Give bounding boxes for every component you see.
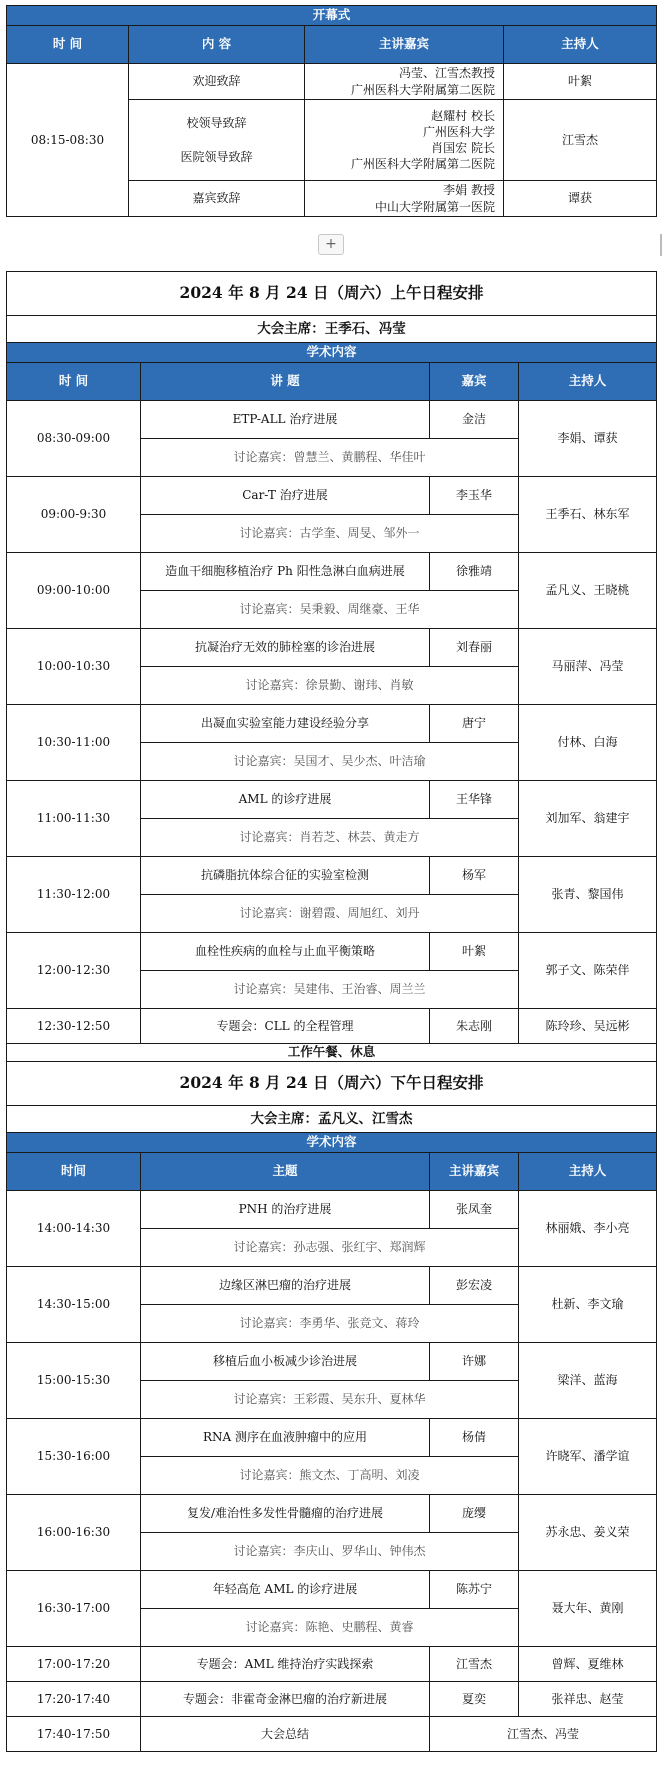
welcome-speech: 欢迎致辞 — [129, 64, 305, 100]
session-speaker: 王华锋 — [430, 781, 519, 819]
special-topic: 专题会：AML 维持治疗实践探索 — [141, 1646, 430, 1681]
session-host: 李娟、谭获 — [519, 401, 657, 477]
session-speaker: 杨军 — [430, 857, 519, 895]
session-speaker: 徐雅靖 — [430, 553, 519, 591]
session-discussion: 讨论嘉宾：熊文杰、丁高明、刘凌 — [141, 1456, 519, 1494]
session-discussion: 讨论嘉宾：肖若芝、林芸、黄走方 — [141, 819, 519, 857]
session-host: 张青、黎国伟 — [519, 857, 657, 933]
welcome-speaker: 冯莹、江雪杰教授 广州医科大学附属第二医院 — [305, 64, 504, 100]
special-time: 12:30-12:50 — [7, 1009, 141, 1044]
session-time: 11:30-12:00 — [7, 857, 141, 933]
session-speaker: 唐宁 — [430, 705, 519, 743]
header-speaker: 主讲嘉宾 — [305, 26, 504, 64]
header-time: 时 间 — [7, 26, 129, 64]
session-time: 15:30-16:00 — [7, 1418, 141, 1494]
session-topic: 抗凝治疗无效的肺栓塞的诊治进展 — [141, 629, 430, 667]
session-discussion: 讨论嘉宾：吴建伟、王治睿、周兰兰 — [141, 971, 519, 1009]
session-speaker: 庞缨 — [430, 1494, 519, 1532]
afternoon-chair: 大会主席：孟凡义、江雪杰 — [7, 1105, 657, 1132]
session-time: 12:00-12:30 — [7, 933, 141, 1009]
session-host: 郭子文、陈荣伴 — [519, 933, 657, 1009]
special-time: 17:00-17:20 — [7, 1646, 141, 1681]
session-time: 15:00-15:30 — [7, 1342, 141, 1418]
header-topic: 讲 题 — [141, 363, 430, 401]
header-topic: 主题 — [141, 1152, 430, 1190]
morning-schedule-title: 2024 年 8 月 24 日（周六）上午日程安排 — [7, 272, 657, 316]
welcome-host: 叶絮 — [504, 64, 657, 100]
hospital-leader-speech: 医院领导致辞 — [180, 150, 253, 164]
session-topic: 年轻高危 AML 的诊疗进展 — [141, 1570, 430, 1608]
session-discussion: 讨论嘉宾：李勇华、张竞文、蒋玲 — [141, 1304, 519, 1342]
morning-chair: 大会主席：王季石、冯莹 — [7, 316, 657, 343]
session-speaker: 杨倩 — [430, 1418, 519, 1456]
session-time: 14:00-14:30 — [7, 1190, 141, 1266]
guest-speaker: 李娟 教授 中山大学附属第一医院 — [305, 181, 504, 217]
session-topic: 血栓性疾病的血栓与止血平衡策略 — [141, 933, 430, 971]
special-host: 陈玲珍、吴远彬 — [519, 1009, 657, 1044]
session-speaker: 许娜 — [430, 1342, 519, 1380]
session-speaker: 彭宏凌 — [430, 1266, 519, 1304]
session-host: 马丽萍、冯莹 — [519, 629, 657, 705]
schedule-table — [6, 271, 657, 1752]
afternoon-section-title: 学术内容 — [7, 1132, 657, 1152]
special-speaker: 朱志刚 — [430, 1009, 519, 1044]
closing-topic: 大会总结 — [141, 1716, 430, 1751]
session-speaker: 金洁 — [430, 401, 519, 439]
session-time: 16:30-17:00 — [7, 1570, 141, 1646]
session-topic: 移植后血小板减少诊治进展 — [141, 1342, 430, 1380]
session-speaker: 叶絮 — [430, 933, 519, 971]
leader-host: 江雪杰 — [504, 100, 657, 181]
session-host: 刘加军、翁建宇 — [519, 781, 657, 857]
special-host: 曾辉、夏维林 — [519, 1646, 657, 1681]
special-topic: 专题会：非霍奇金淋巴瘤的治疗新进展 — [141, 1681, 430, 1716]
session-discussion: 讨论嘉宾：吴国才、吴少杰、叶洁瑜 — [141, 743, 519, 781]
session-topic: 造血干细胞移植治疗 Ph 阳性急淋白血病进展 — [141, 553, 430, 591]
session-discussion: 讨论嘉宾：孙志强、张红宇、郑润辉 — [141, 1228, 519, 1266]
session-topic: RNA 测序在血液肿瘤中的应用 — [141, 1418, 430, 1456]
session-time: 11:00-11:30 — [7, 781, 141, 857]
session-time: 10:00-10:30 — [7, 629, 141, 705]
session-discussion: 讨论嘉宾：徐景勤、谢玮、肖敏 — [141, 667, 519, 705]
header-time: 时 间 — [7, 363, 141, 401]
session-discussion: 讨论嘉宾：吴秉毅、周继豪、王华 — [141, 591, 519, 629]
special-host: 张祥忠、赵莹 — [519, 1681, 657, 1716]
session-topic: PNH 的治疗进展 — [141, 1190, 430, 1228]
session-host: 付林、白海 — [519, 705, 657, 781]
session-time: 16:00-16:30 — [7, 1494, 141, 1570]
session-speaker: 李玉华 — [430, 477, 519, 515]
session-discussion: 讨论嘉宾：陈艳、史鹏程、黄睿 — [141, 1608, 519, 1646]
opening-title: 开幕式 — [7, 6, 657, 26]
session-time: 14:30-15:00 — [7, 1266, 141, 1342]
session-time: 09:00-10:00 — [7, 553, 141, 629]
session-discussion: 讨论嘉宾：古学奎、周旻、邹外一 — [141, 515, 519, 553]
header-host: 主持人 — [519, 363, 657, 401]
afternoon-schedule-title: 2024 年 8 月 24 日（周六）下午日程安排 — [7, 1061, 657, 1105]
session-host: 梁洋、蓝海 — [519, 1342, 657, 1418]
session-speaker: 刘春丽 — [430, 629, 519, 667]
closing-time: 17:40-17:50 — [7, 1716, 141, 1751]
session-topic: ETP-ALL 治疗进展 — [141, 401, 430, 439]
header-host: 主持人 — [519, 1152, 657, 1190]
session-topic: 出凝血实验室能力建设经验分享 — [141, 705, 430, 743]
lunch-break: 工作午餐、休息 — [7, 1044, 657, 1062]
guest-speech: 嘉宾致辞 — [129, 181, 305, 217]
session-host: 杜新、李文瑜 — [519, 1266, 657, 1342]
closing-host: 江雪杰、冯莹 — [430, 1716, 657, 1751]
header-guest: 嘉宾 — [430, 363, 519, 401]
session-topic: 复发/难治性多发性骨髓瘤的治疗进展 — [141, 1494, 430, 1532]
opening-time: 08:15-08:30 — [7, 64, 129, 217]
header-guest: 主讲嘉宾 — [430, 1152, 519, 1190]
session-topic: 边缘区淋巴瘤的治疗进展 — [141, 1266, 430, 1304]
session-time: 09:00-9:30 — [7, 477, 141, 553]
school-leader-speech: 校领导致辞 — [186, 115, 247, 130]
session-time: 08:30-09:00 — [7, 401, 141, 477]
session-topic: 抗磷脂抗体综合征的实验室检测 — [141, 857, 430, 895]
leader-speeches — [129, 100, 305, 181]
header-time: 时间 — [7, 1152, 141, 1190]
session-time: 10:30-11:00 — [7, 705, 141, 781]
special-speaker: 江雪杰 — [430, 1646, 519, 1681]
opening-ceremony-table — [6, 5, 657, 217]
session-speaker: 张凤奎 — [430, 1190, 519, 1228]
session-host: 王季石、林东军 — [519, 477, 657, 553]
special-time: 17:20-17:40 — [7, 1681, 141, 1716]
session-host: 聂大年、黄刚 — [519, 1570, 657, 1646]
session-host: 林丽娥、李小亮 — [519, 1190, 657, 1266]
session-discussion: 讨论嘉宾：曾慧兰、黄鹏程、华佳叶 — [141, 439, 519, 477]
session-discussion: 讨论嘉宾：王彩霞、吴东升、夏林华 — [141, 1380, 519, 1418]
session-discussion: 讨论嘉宾：谢碧霞、周旭红、刘丹 — [141, 895, 519, 933]
session-topic: Car-T 治疗进展 — [141, 477, 430, 515]
header-content: 内 容 — [129, 26, 305, 64]
special-topic: 专题会：CLL 的全程管理 — [141, 1009, 430, 1044]
special-speaker: 夏奕 — [430, 1681, 519, 1716]
morning-section-title: 学术内容 — [7, 343, 657, 363]
session-host: 孟凡义、王晓桃 — [519, 553, 657, 629]
session-discussion: 讨论嘉宾：李庆山、罗华山、钟伟杰 — [141, 1532, 519, 1570]
guest-host: 谭获 — [504, 181, 657, 217]
header-host: 主持人 — [504, 26, 657, 64]
session-topic: AML 的诊疗进展 — [141, 781, 430, 819]
leader-speakers: 赵耀村 校长 广州医科大学 肖国宏 院长 广州医科大学附属第二医院 — [305, 100, 504, 181]
session-host: 苏永忠、姜义荣 — [519, 1494, 657, 1570]
session-host: 许晓军、潘学谊 — [519, 1418, 657, 1494]
session-speaker: 陈苏宁 — [430, 1570, 519, 1608]
scrollbar-marker[interactable] — [660, 234, 662, 256]
add-row-button[interactable]: + — [318, 234, 344, 255]
